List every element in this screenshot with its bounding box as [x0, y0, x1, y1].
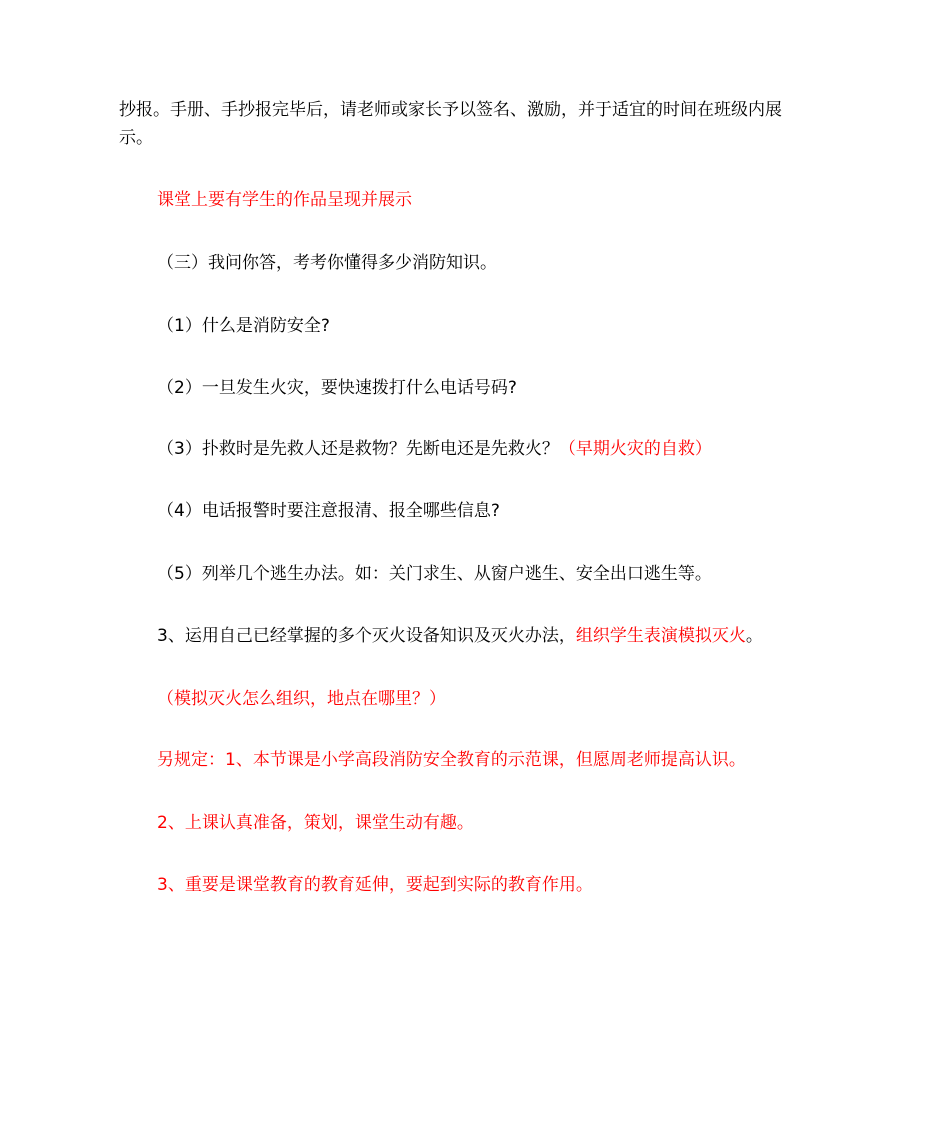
- question-3-text: （3）扑救时是先救人还是救物？先断电还是先救火？: [157, 439, 559, 459]
- item-3-text: 3、运用自己已经掌握的多个灭火设备知识及灭火办法，: [157, 626, 576, 646]
- item-3-highlight: 组织学生表演模拟灭火: [575, 626, 746, 646]
- showcase-note: 课堂上要有学生的作品呈现并展示: [157, 190, 412, 210]
- intro-line-2: 示。: [119, 128, 153, 148]
- question-4: （4）电话报警时要注意报清、报全哪些信息?: [157, 501, 500, 521]
- rule-3: 3、重要是课堂教育的教育延伸，要起到实际的教育作用。: [157, 875, 593, 895]
- intro-line-1: 抄报。手册、手抄报完毕后，请老师或家长予以签名、激励，并于适宜的时间在班级内展: [119, 100, 782, 120]
- rule-1: 另规定：1、本节课是小学高段消防安全教育的示范课，但愿周老师提高认识。: [157, 750, 746, 770]
- question-2: （2）一旦发生火灾，要快速拨打什么电话号码?: [157, 378, 517, 398]
- question-3: [157, 438, 712, 460]
- item-3-end: 。: [745, 626, 763, 646]
- simulation-question: （模拟灭火怎么组织，地点在哪里？）: [157, 689, 446, 709]
- question-3-note: （早期火灾的自救）: [558, 439, 712, 459]
- question-5: （5）列举几个逃生办法。如：关门求生、从窗户逃生、安全出口逃生等。: [157, 564, 712, 584]
- question-1: （1）什么是消防安全?: [157, 316, 330, 336]
- quiz-heading: （三）我问你答，考考你懂得多少消防知识。: [157, 253, 497, 273]
- item-3: [157, 625, 763, 647]
- rule-2: 2、上课认真准备，策划，课堂生动有趣。: [157, 813, 474, 833]
